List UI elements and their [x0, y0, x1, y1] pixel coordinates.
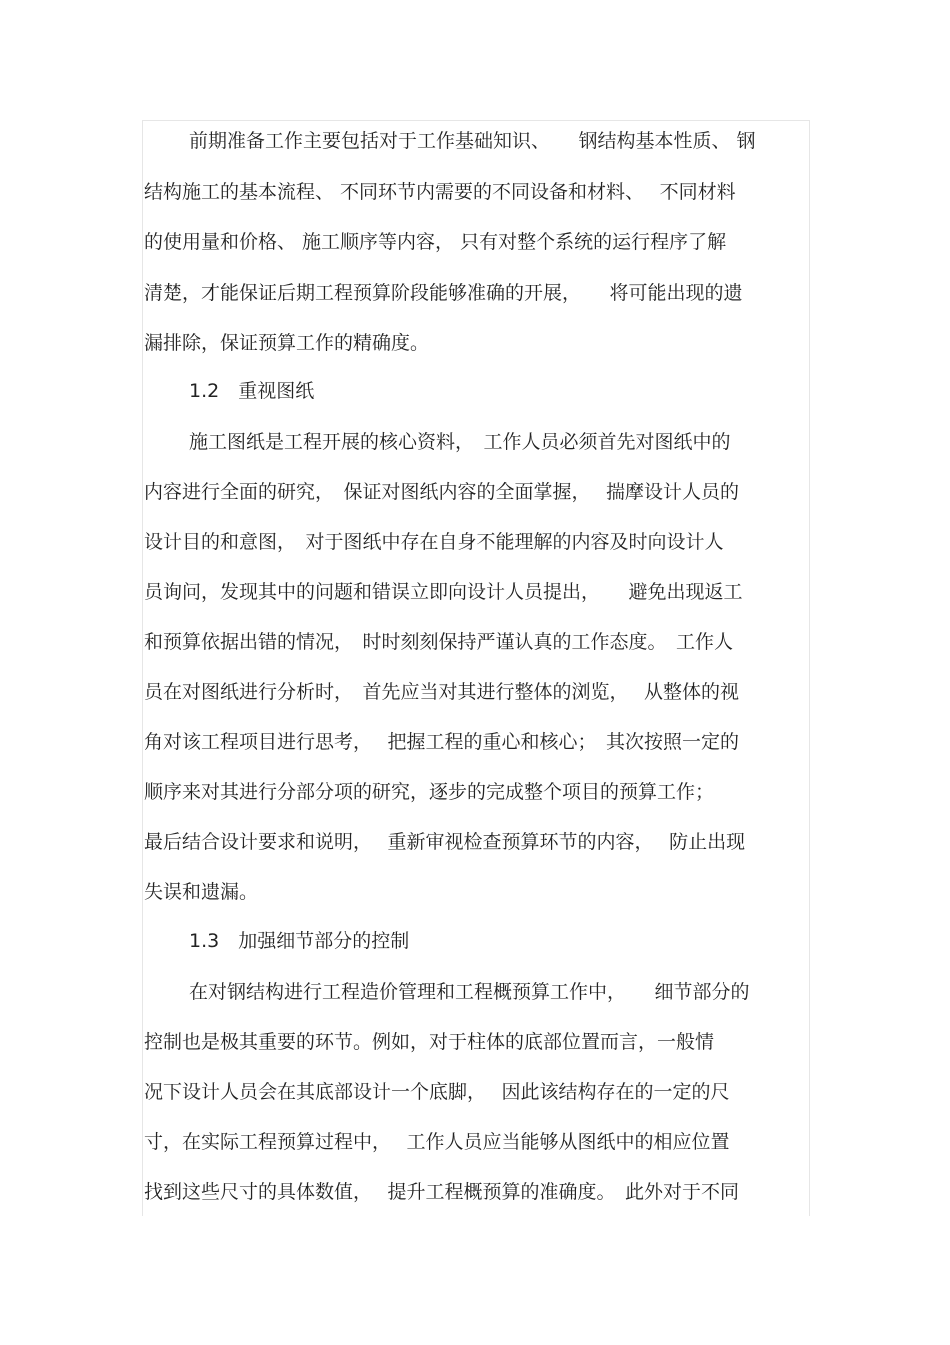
section-heading-1-2: 1.2 重视图纸: [189, 380, 315, 402]
paragraph-line: 和预算依据出错的情况， 时时刻刻保持严谨认真的工作态度。 工作人: [144, 631, 734, 653]
paragraph-line: 施工图纸是工程开展的核心资料， 工作人员必须首先对图纸中的: [189, 431, 731, 453]
paragraph-line: 寸，在实际工程预算过程中， 工作人员应当能够从图纸中的相应位置: [144, 1131, 730, 1153]
paragraph-line: 在对钢结构进行工程造价管理和工程概预算工作中， 细节部分的: [189, 981, 750, 1003]
paragraph-line: 最后结合设计要求和说明， 重新审视检查预算环节的内容， 防止出现: [144, 831, 746, 853]
paragraph-line: 结构施工的基本流程、 不同环节内需要的不同设备和材料、 不同材料: [144, 181, 736, 203]
paragraph-line: 员在对图纸进行分析时， 首先应当对其进行整体的浏览， 从整体的视: [144, 681, 740, 703]
paragraph-line: 设计目的和意图， 对于图纸中存在自身不能理解的内容及时向设计人: [144, 531, 724, 553]
paragraph-line: 失误和遗漏。: [144, 881, 259, 903]
paragraph-line: 找到这些尺寸的具体数值， 提升工程概预算的准确度。 此外对于不同: [144, 1181, 740, 1203]
paragraph-line: 况下设计人员会在其底部设计一个底脚， 因此该结构存在的一定的尺: [144, 1081, 730, 1103]
paragraph-line: 角对该工程项目进行思考， 把握工程的重心和核心； 其次按照一定的: [144, 731, 740, 753]
paragraph-line: 前期准备工作主要包括对于工作基础知识、 钢结构基本性质、 钢: [189, 130, 756, 152]
paragraph-line: 漏排除，保证预算工作的精确度。: [144, 332, 430, 354]
paragraph-line: 控制也是极其重要的环节。例如，对于柱体的底部位置而言，一般情: [144, 1031, 715, 1053]
paragraph-line: 顺序来对其进行分部分项的研究，逐步的完成整个项目的预算工作；: [144, 781, 715, 803]
paragraph-line: 内容进行全面的研究， 保证对图纸内容的全面掌握， 揣摩设计人员的: [144, 481, 740, 503]
section-heading-1-3: 1.3 加强细节部分的控制: [189, 930, 410, 952]
paragraph-line: 员询问，发现其中的问题和错误立即向设计人员提出， 避免出现返工: [144, 581, 743, 603]
paragraph-line: 清楚，才能保证后期工程预算阶段能够准确的开展， 将可能出现的遗: [144, 282, 743, 304]
paragraph-line: 的使用量和价格、 施工顺序等内容， 只有对整个系统的运行程序了解: [144, 231, 727, 253]
